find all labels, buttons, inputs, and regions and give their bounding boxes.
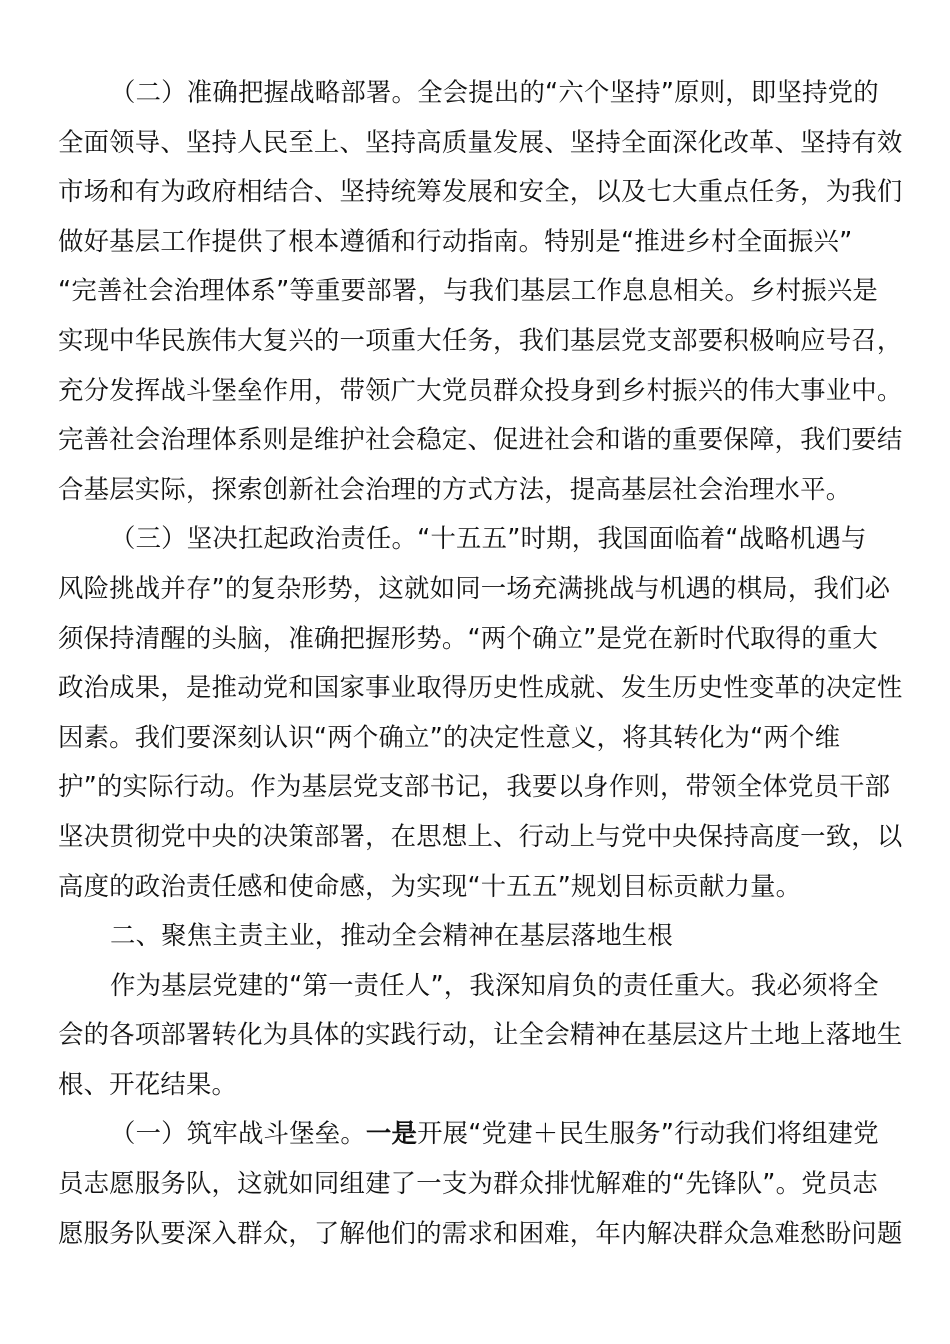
text-line: 合基层实际，探索创新社会治理的方式方法，提高基层社会治理水平。: [58, 473, 852, 504]
section-heading: [58, 911, 894, 961]
text-line: 坚决贯彻党中央的决策部署，在思想上、行动上与党中央保持高度一致，以: [58, 820, 903, 851]
paragraph-lead: （一）筑牢战斗堡垒。: [110, 1118, 366, 1149]
text-line: 须保持清醒的头脑，准确把握形势。“两个确立”是党在新时代取得的重大: [58, 622, 879, 653]
document-page: [58, 68, 903, 1258]
text-line: 政治成果，是推动党和国家事业取得历史性成就、发生历史性变革的决定性: [58, 672, 903, 703]
text-line: 愿服务队要深入群众，了解他们的需求和困难，年内解决群众急难愁盼问题: [58, 1217, 903, 1248]
text-line: 全面领导、坚持人民至上、坚持高质量发展、坚持全面深化改革、坚持有效: [58, 126, 903, 157]
text-line: “完善社会治理体系”等重要部署，与我们基层工作息息相关。乡村振兴是: [58, 275, 879, 306]
paragraph-section-2-intro: [58, 961, 903, 1110]
text-line: 风险挑战并存”的复杂形势，这就如同一场充满挑战与机遇的棋局，我们必: [58, 572, 891, 603]
text-line: 充分发挥战斗堡垒作用，带领广大党员群众投身到乡村振兴的伟大事业中。: [58, 374, 903, 405]
paragraph-section-1-3: [58, 514, 903, 911]
text-line: （三）坚决扛起政治责任。“十五五”时期，我国面临着“战略机遇与: [110, 523, 867, 554]
text-line: 护”的实际行动。作为基层党支部书记，我要以身作则，带领全体党员干部: [58, 771, 891, 802]
text-line: 实现中华民族伟大复兴的一项重大任务，我们基层党支部要积极响应号召，: [58, 324, 903, 355]
text-line: 因素。我们要深刻认识“两个确立”的决定性意义，将其转化为“两个维: [58, 721, 841, 752]
paragraph-section-2-1: [58, 1109, 903, 1258]
text-line: 做好基层工作提供了根本遵循和行动指南。特别是“推进乡村全面振兴”: [58, 225, 853, 256]
text-line: [58, 1109, 894, 1159]
bold-marker: 一是: [365, 1118, 418, 1149]
paragraph-rest: 开展“党建＋民生服务”行动我们将组建党: [417, 1118, 879, 1149]
text-line: 作为基层党建的“第一责任人”，我深知肩负的责任重大。我必须将全: [110, 969, 879, 1000]
text-line: 员志愿服务队，这就如同组建了一支为群众排忧解难的“先锋队”。党员志: [58, 1168, 879, 1199]
text-line: 会的各项部署转化为具体的实践行动，让全会精神在基层这片土地上落地生: [58, 1019, 903, 1050]
paragraph-section-1-2: [58, 68, 903, 514]
heading-text: 二、聚焦主责主业，推动全会精神在基层落地生根: [110, 920, 673, 951]
text-line: 根、开花结果。: [58, 1068, 238, 1099]
text-line: 市场和有为政府相结合、坚持统筹发展和安全，以及七大重点任务，为我们: [58, 176, 903, 207]
text-line: （二）准确把握战略部署。全会提出的“六个坚持”原则，即坚持党的: [110, 77, 879, 107]
text-line: 高度的政治责任感和使命感，为实现“十五五”规划目标贡献力量。: [58, 870, 802, 901]
text-line: 完善社会治理体系则是维护社会稳定、促进社会和谐的重要保障，我们要结: [58, 424, 903, 455]
